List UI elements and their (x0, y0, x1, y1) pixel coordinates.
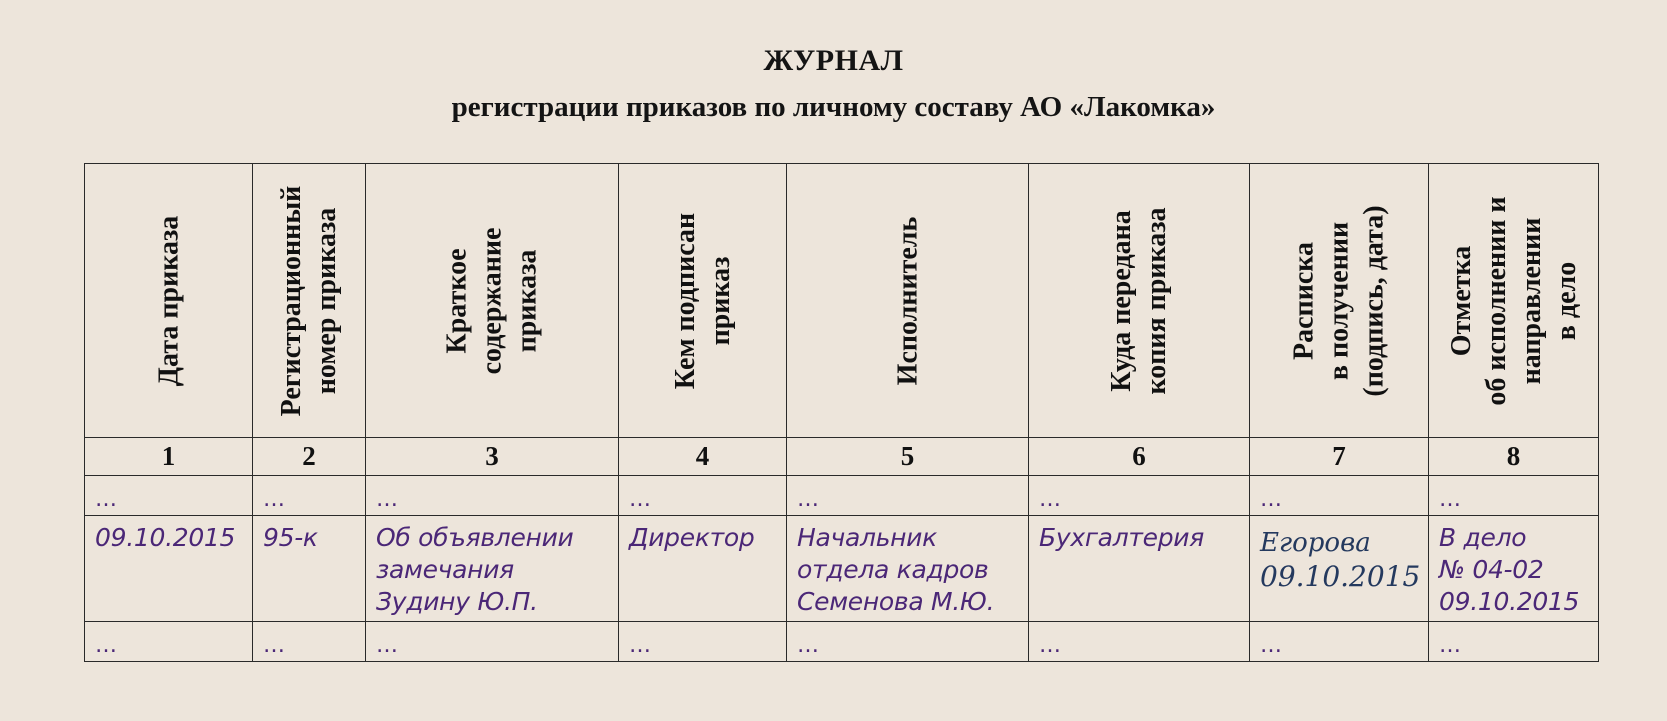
reg-number-cell: 95-к (253, 516, 366, 622)
signed-by-cell: Директор (619, 516, 787, 622)
ellipsis-cell: … (619, 476, 787, 516)
ellipsis-cell: … (366, 476, 619, 516)
ellipsis-cell: … (787, 476, 1029, 516)
handwritten-date: 09.10.2015 (1260, 560, 1421, 593)
column-header-date: Дата приказа (85, 164, 253, 438)
ellipsis-cell: … (253, 622, 366, 662)
handwritten-signature: Егорова (1260, 528, 1371, 558)
column-header-signed-by: Кем подписан приказ (619, 164, 787, 438)
ellipsis-cell: … (85, 476, 253, 516)
column-number: 3 (366, 438, 619, 476)
column-number: 6 (1029, 438, 1250, 476)
column-header-reg-number: Регистрационный номер приказа (253, 164, 366, 438)
ellipsis-cell: … (366, 622, 619, 662)
ellipsis-cell: … (787, 622, 1029, 662)
column-number: 5 (787, 438, 1029, 476)
column-number: 2 (253, 438, 366, 476)
ellipsis-cell: … (253, 476, 366, 516)
ellipsis-cell: … (85, 622, 253, 662)
order-registration-table (84, 163, 1599, 662)
receipt-cell (1250, 516, 1429, 622)
ellipsis-row-top (85, 476, 1599, 516)
ellipsis-row-bottom (85, 622, 1599, 662)
executor-cell: Начальник отдела кадров Семенова М.Ю. (787, 516, 1029, 622)
column-header-execution-note: Отметка об исполнении и направлении в дело (1429, 164, 1599, 438)
ellipsis-cell: … (1429, 476, 1599, 516)
table-row (85, 516, 1599, 622)
ellipsis-cell: … (619, 622, 787, 662)
journal-subtitle: регистрации приказов по личному составу АО «Лакомка» (451, 91, 1216, 123)
summary-cell: Об объявлении замечания Зудину Ю.П. (366, 516, 619, 622)
order-date-cell: 09.10.2015 (85, 516, 253, 622)
header-row (85, 164, 1599, 438)
column-number-row (85, 438, 1599, 476)
column-header-copy-to: Куда передана копия приказа (1029, 164, 1250, 438)
column-number: 1 (85, 438, 253, 476)
ellipsis-cell: … (1250, 476, 1429, 516)
copy-to-cell: Бухгалтерия (1029, 516, 1250, 622)
column-number: 7 (1250, 438, 1429, 476)
column-header-receipt: Расписка в получении (подпись, дата) (1250, 164, 1429, 438)
ellipsis-cell: … (1029, 622, 1250, 662)
execution-note-cell: В дело № 04-02 09.10.2015 (1429, 516, 1599, 622)
ellipsis-cell: … (1029, 476, 1250, 516)
column-header-executor: Исполнитель (787, 164, 1029, 438)
ellipsis-cell: … (1429, 622, 1599, 662)
column-header-summary: Краткое содержание приказа (366, 164, 619, 438)
ellipsis-cell: … (1250, 622, 1429, 662)
column-number: 4 (619, 438, 787, 476)
journal-title: ЖУРНАЛ (763, 44, 904, 77)
column-number: 8 (1429, 438, 1599, 476)
